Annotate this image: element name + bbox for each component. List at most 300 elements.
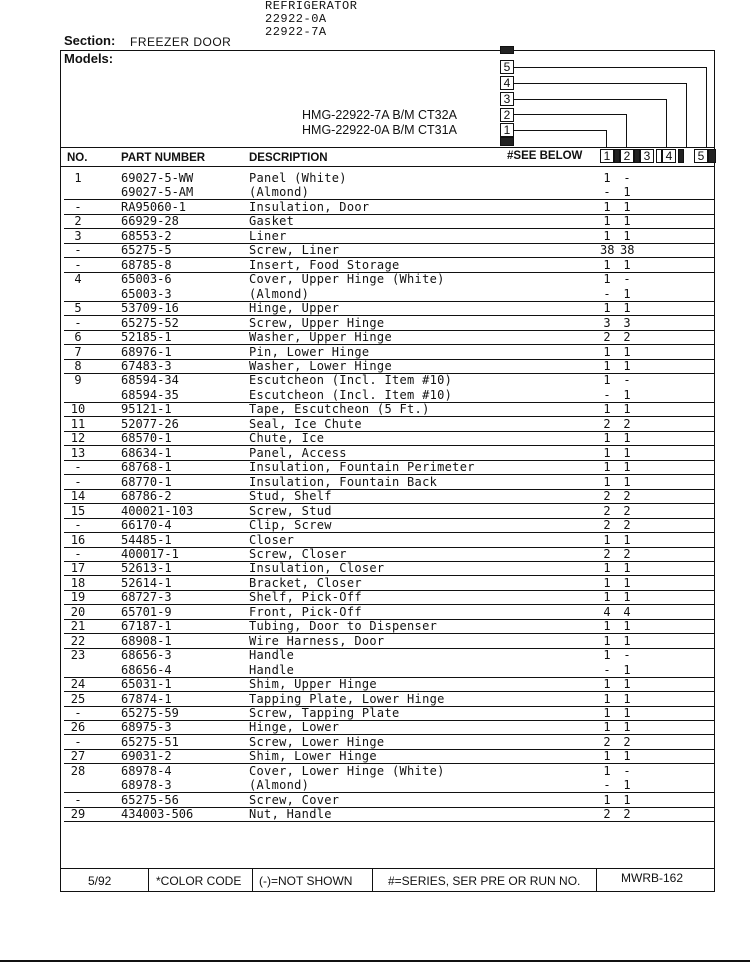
item-number: 20 bbox=[70, 604, 86, 619]
quantity-col-1: 1 bbox=[603, 358, 611, 373]
footer-series-legend: #=SERIES, SER PRE OR RUN NO. bbox=[388, 874, 581, 888]
quantity-col-1: 4 bbox=[603, 604, 611, 619]
quantity-col-1: 1 bbox=[603, 648, 611, 663]
part-number: 54485-1 bbox=[121, 532, 172, 547]
table-row bbox=[0, 519, 750, 533]
part-description: Tape, Escutcheon (5 Ft.) bbox=[249, 402, 430, 417]
part-description: Screw, Liner bbox=[249, 243, 340, 258]
part-description: Nut, Handle bbox=[249, 807, 332, 822]
part-description: Shim, Lower Hinge bbox=[249, 749, 377, 764]
part-description: Washer, Upper Hinge bbox=[249, 330, 392, 345]
quantity-col-2: - bbox=[623, 272, 631, 287]
part-description: Chute, Ice bbox=[249, 431, 325, 446]
part-number: 68978-3 bbox=[121, 778, 172, 793]
item-number: 27 bbox=[70, 749, 86, 764]
part-description: Front, Pick-Off bbox=[249, 604, 362, 619]
quantity-col-1: - bbox=[603, 778, 611, 793]
item-number: - bbox=[74, 734, 82, 749]
part-description: Screw, Upper Hinge bbox=[249, 315, 385, 330]
table-row bbox=[0, 750, 750, 764]
item-number: 10 bbox=[70, 402, 86, 417]
table-row bbox=[0, 346, 750, 360]
item-number: 1 bbox=[74, 171, 82, 185]
footer-divider bbox=[252, 868, 253, 892]
quantity-col-1: 1 bbox=[603, 228, 611, 243]
table-row bbox=[0, 548, 750, 562]
part-description: Cover, Upper Hinge (White) bbox=[249, 272, 445, 287]
part-description: Screw, Tapping Plate bbox=[249, 706, 400, 721]
connector-line bbox=[706, 67, 707, 147]
table-row bbox=[0, 418, 750, 432]
model-line: HMG-22922-0A B/M CT31A bbox=[302, 123, 457, 137]
quantity-col-1: - bbox=[603, 286, 611, 301]
item-number: 17 bbox=[70, 561, 86, 576]
part-description: Panel (White) bbox=[249, 171, 347, 185]
table-row bbox=[0, 389, 750, 403]
item-number: 25 bbox=[70, 691, 86, 706]
table-row bbox=[0, 707, 750, 721]
quantity-col-1: 1 bbox=[603, 575, 611, 590]
quantity-col-2: 1 bbox=[623, 474, 631, 489]
item-number: 8 bbox=[74, 358, 82, 373]
quantity-col-1: 1 bbox=[603, 691, 611, 706]
part-number: 69031-2 bbox=[121, 749, 172, 764]
item-number: - bbox=[74, 474, 82, 489]
quantity-col-1: 2 bbox=[603, 518, 611, 533]
quantity-col-1: 2 bbox=[603, 807, 611, 822]
item-number: - bbox=[74, 257, 82, 272]
part-number: 68785-8 bbox=[121, 257, 172, 272]
part-description: Washer, Lower Hinge bbox=[249, 358, 392, 373]
part-description: Shim, Upper Hinge bbox=[249, 677, 377, 692]
quantity-col-1: 2 bbox=[603, 503, 611, 518]
quantity-col-2: 1 bbox=[623, 691, 631, 706]
part-number: 68727-3 bbox=[121, 590, 172, 605]
quantity-col-2: - bbox=[623, 648, 631, 663]
part-description: Screw, Closer bbox=[249, 546, 347, 561]
part-description: Insulation, Door bbox=[249, 199, 370, 214]
quantity-col-2: 2 bbox=[623, 807, 631, 822]
table-row bbox=[0, 317, 750, 331]
connector-line bbox=[514, 83, 686, 84]
footer-divider bbox=[148, 868, 149, 892]
table-row bbox=[0, 432, 750, 446]
part-number: 68656-3 bbox=[121, 648, 172, 663]
item-number: 11 bbox=[70, 416, 86, 431]
part-description: Seal, Ice Chute bbox=[249, 416, 362, 431]
item-number: 24 bbox=[70, 677, 86, 692]
column-number-box: 2 bbox=[620, 149, 634, 163]
quantity-col-1: 1 bbox=[603, 561, 611, 576]
part-description: Cover, Lower Hinge (White) bbox=[249, 763, 445, 778]
quantity-col-2: 1 bbox=[623, 706, 631, 721]
part-description: Screw, Lower Hinge bbox=[249, 734, 385, 749]
part-number: 65003-3 bbox=[121, 286, 172, 301]
quantity-col-2: 1 bbox=[623, 662, 631, 677]
table-row bbox=[0, 302, 750, 316]
table-row bbox=[0, 331, 750, 345]
quantity-col-2: 1 bbox=[623, 301, 631, 316]
quantity-col-2: 1 bbox=[623, 633, 631, 648]
table-row bbox=[0, 476, 750, 490]
part-number: 68908-1 bbox=[121, 633, 172, 648]
part-description: Tubing, Door to Dispenser bbox=[249, 619, 438, 634]
part-number: 69027-5-AM bbox=[121, 185, 194, 200]
part-description: Handle bbox=[249, 662, 295, 677]
box-shade-bottom bbox=[500, 137, 514, 146]
box-shade bbox=[678, 149, 684, 163]
item-number: 2 bbox=[74, 214, 82, 229]
column-number-box: 3 bbox=[640, 149, 654, 163]
model-number-box: 1 bbox=[500, 123, 514, 137]
part-number: 68976-1 bbox=[121, 344, 172, 359]
header-rule-bottom bbox=[60, 166, 715, 167]
title-line: 22922-0A bbox=[265, 12, 327, 26]
part-description: Tapping Plate, Lower Hinge bbox=[249, 691, 445, 706]
table-row bbox=[0, 678, 750, 692]
part-number: 52077-26 bbox=[121, 416, 179, 431]
section-label: Section: bbox=[64, 33, 116, 48]
quantity-col-1: 1 bbox=[603, 445, 611, 460]
footer-not-shown: (-)=NOT SHOWN bbox=[259, 874, 353, 888]
quantity-col-1: - bbox=[603, 387, 611, 402]
quantity-col-2: 1 bbox=[623, 575, 631, 590]
part-description: Panel, Access bbox=[249, 445, 347, 460]
footer-date: 5/92 bbox=[88, 874, 112, 888]
part-description: Handle bbox=[249, 648, 295, 663]
quantity-col-2: 1 bbox=[623, 228, 631, 243]
title-line: 22922-7A bbox=[265, 25, 327, 39]
part-description: Stud, Shelf bbox=[249, 489, 332, 504]
part-number: 67483-3 bbox=[121, 358, 172, 373]
model-number-box: 2 bbox=[500, 108, 514, 122]
part-description: Clip, Screw bbox=[249, 518, 332, 533]
part-description: Hinge, Upper bbox=[249, 301, 340, 316]
connector-line bbox=[666, 99, 667, 147]
quantity-col-2: 1 bbox=[623, 344, 631, 359]
part-number: 67187-1 bbox=[121, 619, 172, 634]
quantity-col-2: 38 bbox=[620, 243, 635, 258]
quantity-col-2: 1 bbox=[623, 257, 631, 272]
table-row bbox=[0, 562, 750, 576]
item-number: 28 bbox=[70, 763, 86, 778]
part-number: 68594-35 bbox=[121, 387, 179, 402]
column-number-box: 4 bbox=[662, 149, 676, 163]
table-row bbox=[0, 620, 750, 634]
quantity-col-2: 1 bbox=[623, 445, 631, 460]
quantity-col-2: 2 bbox=[623, 489, 631, 504]
quantity-col-1: 38 bbox=[600, 243, 615, 258]
quantity-col-1: 1 bbox=[603, 590, 611, 605]
table-row bbox=[0, 577, 750, 591]
part-number: 65701-9 bbox=[121, 604, 172, 619]
model-line: HMG-22922-7A B/M CT32A bbox=[302, 108, 457, 122]
quantity-col-1: 1 bbox=[603, 344, 611, 359]
quantity-col-1: 1 bbox=[603, 619, 611, 634]
quantity-col-2: 1 bbox=[623, 286, 631, 301]
part-number: 66929-28 bbox=[121, 214, 179, 229]
connector-line bbox=[686, 83, 687, 147]
header-rule-top bbox=[60, 147, 715, 148]
part-description: Insulation, Fountain Back bbox=[249, 474, 438, 489]
quantity-col-2: 1 bbox=[623, 431, 631, 446]
item-number: 3 bbox=[74, 228, 82, 243]
quantity-col-2: 1 bbox=[623, 402, 631, 417]
table-row bbox=[0, 215, 750, 229]
part-number: 65275-51 bbox=[121, 734, 179, 749]
item-number: 16 bbox=[70, 532, 86, 547]
part-number: 68634-1 bbox=[121, 445, 172, 460]
box-shade-top bbox=[500, 46, 514, 54]
quantity-col-2: 2 bbox=[623, 416, 631, 431]
footer-color-code: *COLOR CODE bbox=[156, 874, 242, 888]
part-description: Hinge, Lower bbox=[249, 720, 340, 735]
table-row bbox=[0, 736, 750, 750]
item-number: - bbox=[74, 243, 82, 258]
model-number-box: 4 bbox=[500, 76, 514, 90]
item-number: - bbox=[74, 706, 82, 721]
quantity-col-2: 4 bbox=[623, 604, 631, 619]
connector-line bbox=[514, 130, 606, 131]
model-number-box: 3 bbox=[500, 92, 514, 106]
quantity-col-2: 1 bbox=[623, 561, 631, 576]
quantity-col-2: 2 bbox=[623, 546, 631, 561]
item-number: - bbox=[74, 460, 82, 475]
quantity-col-1: 1 bbox=[603, 373, 611, 388]
quantity-col-1: 1 bbox=[603, 460, 611, 475]
quantity-col-2: 1 bbox=[623, 590, 631, 605]
table-row bbox=[0, 201, 750, 215]
part-description: Escutcheon (Incl. Item #10) bbox=[249, 387, 453, 402]
part-number: RA95060-1 bbox=[121, 199, 187, 214]
table-row bbox=[0, 693, 750, 707]
quantity-col-1: 1 bbox=[603, 720, 611, 735]
part-description: Screw, Cover bbox=[249, 792, 340, 807]
title-line: REFRIGERATOR bbox=[265, 0, 358, 13]
table-row bbox=[0, 244, 750, 258]
table-row bbox=[0, 374, 750, 388]
table-row bbox=[0, 273, 750, 287]
col-header-description: DESCRIPTION bbox=[249, 152, 328, 164]
part-description: Bracket, Closer bbox=[249, 575, 362, 590]
part-number: 434003-506 bbox=[121, 807, 194, 822]
part-description: Pin, Lower Hinge bbox=[249, 344, 370, 359]
quantity-col-2: - bbox=[623, 373, 631, 388]
table-row bbox=[0, 505, 750, 519]
quantity-col-1: 1 bbox=[603, 257, 611, 272]
quantity-col-2: 1 bbox=[623, 358, 631, 373]
quantity-col-2: 1 bbox=[623, 778, 631, 793]
table-row bbox=[0, 259, 750, 273]
table-row bbox=[0, 591, 750, 605]
footer-divider bbox=[596, 868, 597, 892]
item-number: 13 bbox=[70, 445, 86, 460]
models-label: Models: bbox=[64, 51, 114, 66]
quantity-col-2: 1 bbox=[623, 749, 631, 764]
quantity-col-2: - bbox=[623, 763, 631, 778]
part-number: 68768-1 bbox=[121, 460, 172, 475]
col-header-no: NO. bbox=[67, 152, 88, 164]
quantity-col-1: 3 bbox=[603, 315, 611, 330]
quantity-col-1: 1 bbox=[603, 272, 611, 287]
table-row bbox=[0, 360, 750, 374]
part-description: Insulation, Fountain Perimeter bbox=[249, 460, 475, 475]
quantity-col-2: 2 bbox=[623, 330, 631, 345]
quantity-col-2: 1 bbox=[623, 532, 631, 547]
part-description: Insert, Food Storage bbox=[249, 257, 400, 272]
table-row bbox=[0, 794, 750, 808]
table-row bbox=[0, 606, 750, 620]
part-number: 68594-34 bbox=[121, 373, 179, 388]
part-description: (Almond) bbox=[249, 778, 310, 793]
quantity-col-1: - bbox=[603, 662, 611, 677]
item-number: 14 bbox=[70, 489, 86, 504]
item-number: 12 bbox=[70, 431, 86, 446]
item-number: 19 bbox=[70, 590, 86, 605]
table-row bbox=[0, 534, 750, 548]
quantity-col-2: 1 bbox=[623, 720, 631, 735]
part-number: 65275-52 bbox=[121, 315, 179, 330]
item-number: 15 bbox=[70, 503, 86, 518]
part-description: Shelf, Pick-Off bbox=[249, 590, 362, 605]
connector-line bbox=[514, 114, 626, 115]
part-description: (Almond) bbox=[249, 185, 310, 200]
table-row bbox=[0, 721, 750, 735]
part-description: Liner bbox=[249, 228, 287, 243]
quantity-col-2: 1 bbox=[623, 619, 631, 634]
part-description: Gasket bbox=[249, 214, 295, 229]
quantity-col-2: 1 bbox=[623, 792, 631, 807]
quantity-col-1: - bbox=[603, 185, 611, 200]
quantity-col-2: - bbox=[623, 171, 631, 185]
quantity-col-1: 2 bbox=[603, 416, 611, 431]
part-number: 95121-1 bbox=[121, 402, 172, 417]
table-row bbox=[0, 649, 750, 663]
part-number: 69027-5-WW bbox=[121, 171, 194, 185]
item-number: - bbox=[74, 518, 82, 533]
box-shade bbox=[708, 149, 716, 163]
table-row bbox=[0, 288, 750, 302]
table-row bbox=[0, 635, 750, 649]
item-number: 22 bbox=[70, 633, 86, 648]
table-row bbox=[0, 490, 750, 504]
quantity-col-1: 1 bbox=[603, 474, 611, 489]
part-description: Closer bbox=[249, 532, 295, 547]
document-title-block bbox=[265, 0, 357, 39]
item-number: - bbox=[74, 315, 82, 330]
quantity-col-2: 3 bbox=[623, 315, 631, 330]
part-number: 65275-5 bbox=[121, 243, 172, 258]
quantity-col-2: 2 bbox=[623, 518, 631, 533]
part-number: 52614-1 bbox=[121, 575, 172, 590]
column-number-box: 1 bbox=[600, 149, 614, 163]
quantity-col-1: 2 bbox=[603, 489, 611, 504]
quantity-col-1: 1 bbox=[603, 706, 611, 721]
quantity-col-2: 1 bbox=[623, 677, 631, 692]
item-number: 6 bbox=[74, 330, 82, 345]
quantity-col-2: 1 bbox=[623, 185, 631, 200]
quantity-col-1: 1 bbox=[603, 677, 611, 692]
connector-line bbox=[514, 67, 706, 68]
quantity-col-1: 1 bbox=[603, 171, 611, 185]
quantity-col-1: 1 bbox=[603, 749, 611, 764]
item-number: 21 bbox=[70, 619, 86, 634]
part-number: 68786-2 bbox=[121, 489, 172, 504]
table-row bbox=[0, 664, 750, 678]
part-number: 52613-1 bbox=[121, 561, 172, 576]
item-number: 18 bbox=[70, 575, 86, 590]
part-description: Screw, Stud bbox=[249, 503, 332, 518]
quantity-col-1: 1 bbox=[603, 532, 611, 547]
quantity-col-1: 1 bbox=[603, 214, 611, 229]
table-row bbox=[0, 779, 750, 793]
quantity-col-1: 2 bbox=[603, 546, 611, 561]
part-number: 68975-3 bbox=[121, 720, 172, 735]
part-description: Wire Harness, Door bbox=[249, 633, 385, 648]
quantity-col-2: 2 bbox=[623, 734, 631, 749]
item-number: 7 bbox=[74, 344, 82, 359]
footer-doc-number: MWRB-162 bbox=[621, 871, 684, 885]
item-number: 9 bbox=[74, 373, 82, 388]
section-value: FREEZER DOOR bbox=[130, 35, 232, 49]
quantity-col-1: 1 bbox=[603, 301, 611, 316]
table-row bbox=[0, 403, 750, 417]
part-number: 68656-4 bbox=[121, 662, 172, 677]
part-number: 67874-1 bbox=[121, 691, 172, 706]
quantity-col-2: 1 bbox=[623, 214, 631, 229]
item-number: 4 bbox=[74, 272, 82, 287]
table-row bbox=[0, 230, 750, 244]
connector-line bbox=[626, 114, 627, 147]
column-number-box: 5 bbox=[694, 149, 708, 163]
item-number: - bbox=[74, 199, 82, 214]
part-number: 68770-1 bbox=[121, 474, 172, 489]
connector-line bbox=[606, 130, 607, 147]
table-row bbox=[0, 186, 750, 200]
quantity-col-2: 1 bbox=[623, 387, 631, 402]
footer-divider bbox=[372, 868, 373, 892]
quantity-col-1: 1 bbox=[603, 402, 611, 417]
item-number: - bbox=[74, 546, 82, 561]
part-number: 65275-59 bbox=[121, 706, 179, 721]
quantity-col-1: 1 bbox=[603, 792, 611, 807]
part-number: 68553-2 bbox=[121, 228, 172, 243]
part-number: 400017-1 bbox=[121, 546, 179, 561]
item-number: 23 bbox=[70, 648, 86, 663]
col-header-part-number: PART NUMBER bbox=[121, 152, 206, 164]
item-number: 5 bbox=[74, 301, 82, 316]
table-row bbox=[0, 172, 750, 186]
item-number: 26 bbox=[70, 720, 86, 735]
part-number: 66170-4 bbox=[121, 518, 172, 533]
quantity-col-1: 2 bbox=[603, 734, 611, 749]
part-number: 52185-1 bbox=[121, 330, 172, 345]
row-underline bbox=[64, 821, 714, 822]
quantity-col-1: 1 bbox=[603, 199, 611, 214]
col-header-see-below: #SEE BELOW bbox=[507, 150, 583, 162]
quantity-col-1: 2 bbox=[603, 330, 611, 345]
part-description: (Almond) bbox=[249, 286, 310, 301]
page-bottom-rule bbox=[0, 960, 750, 962]
part-number: 65003-6 bbox=[121, 272, 172, 287]
quantity-col-1: 1 bbox=[603, 633, 611, 648]
model-number-box: 5 bbox=[500, 60, 514, 74]
part-number: 65031-1 bbox=[121, 677, 172, 692]
quantity-col-1: 1 bbox=[603, 763, 611, 778]
part-description: Escutcheon (Incl. Item #10) bbox=[249, 373, 453, 388]
table-row bbox=[0, 447, 750, 461]
part-description: Insulation, Closer bbox=[249, 561, 385, 576]
